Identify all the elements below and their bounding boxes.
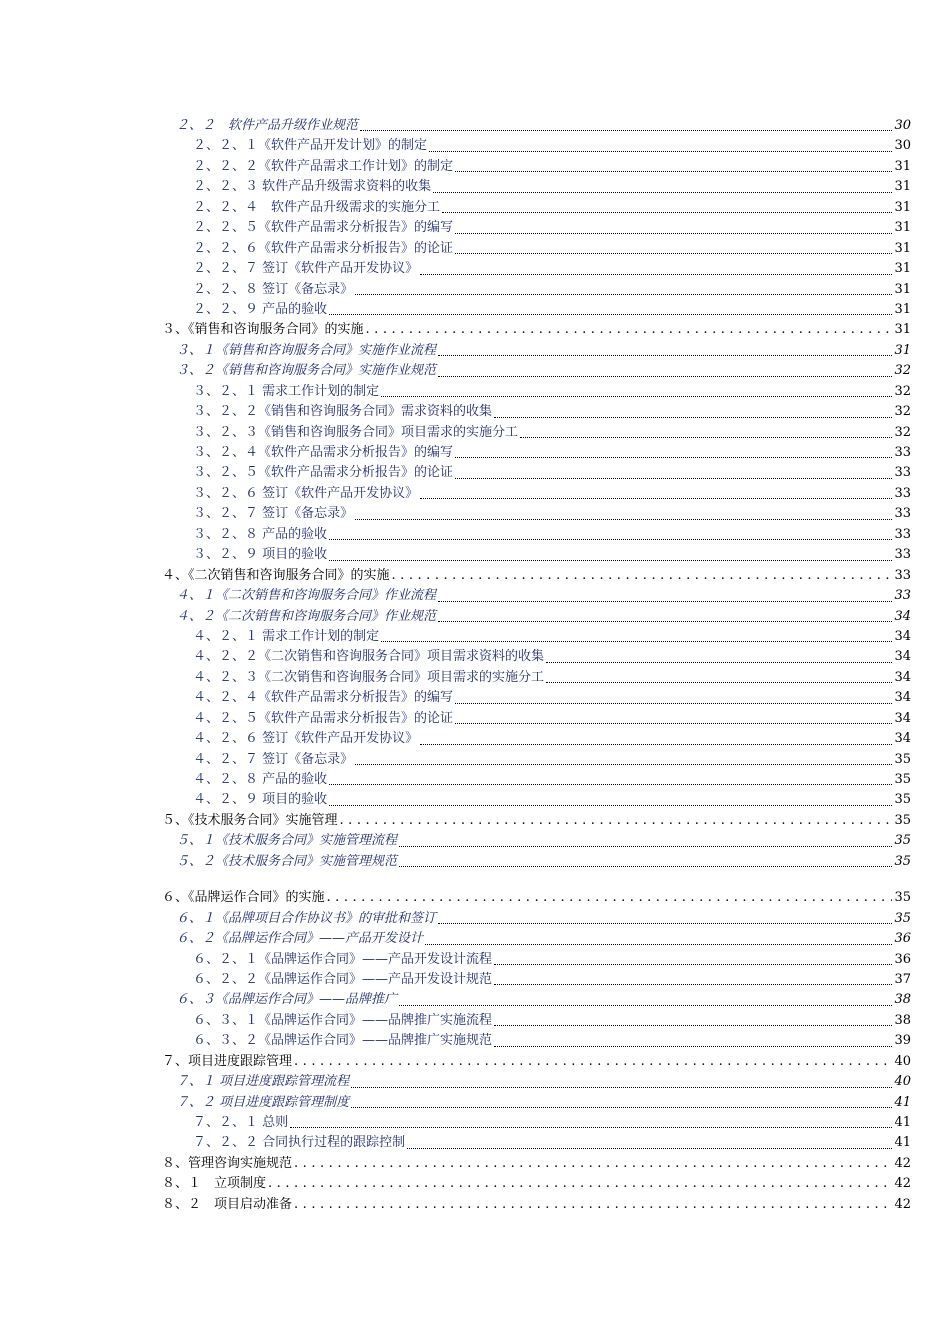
toc-entry[interactable] <box>176 929 911 949</box>
toc-entry-title: ７、项目进度跟踪管理 <box>162 1053 293 1069</box>
toc-entry[interactable] <box>193 198 911 218</box>
toc-page-number: 33 <box>894 485 911 501</box>
toc-entry-title: ７、２、２ 合同执行过程的跟踪控制 <box>193 1135 406 1151</box>
toc-entry[interactable] <box>176 361 911 381</box>
toc-page-number: 30 <box>894 138 911 154</box>
toc-entry-title: ２、２、１《软件产品开发计划》的制定 <box>193 138 428 154</box>
toc-dot-leader <box>546 669 892 683</box>
toc-dot-leader <box>429 138 892 152</box>
toc-entry[interactable] <box>193 177 911 197</box>
toc-dot-leader <box>329 547 892 561</box>
toc-page-number: 37 <box>894 971 911 987</box>
toc-entry-title: ３、２、４《软件产品需求分析报告》的编写 <box>193 445 454 460</box>
toc-dot-leader <box>420 731 892 745</box>
toc-entry-title: ２、２、５《软件产品需求分析报告》的编写 <box>193 220 454 236</box>
toc-dot-leader <box>455 710 892 724</box>
toc-dot-leader <box>327 888 893 908</box>
toc-entry-title: ２、２、７ 签订《软件产品开发协议》 <box>193 261 419 277</box>
toc-dot-leader <box>455 444 892 458</box>
toc-entry[interactable] <box>162 888 911 908</box>
toc-dot-leader <box>355 506 892 520</box>
toc-page-number: 34 <box>894 710 911 726</box>
toc-entry-title: ３、《销售和咨询服务合同》的实施 <box>162 322 364 338</box>
toc-dot-leader <box>546 649 892 663</box>
toc-dot-leader <box>455 220 892 234</box>
toc-page-number: 31 <box>894 281 911 297</box>
toc-entry[interactable] <box>193 136 911 156</box>
toc-page-number: 33 <box>894 465 911 481</box>
toc-entry-title: ３、２、５《软件产品需求分析报告》的论证 <box>193 465 454 481</box>
toc-page-number: 32 <box>894 404 911 420</box>
toc-dot-leader <box>425 931 892 945</box>
toc-entry[interactable] <box>193 1011 911 1031</box>
toc-entry-title: ２、２、８ 签订《备忘录》 <box>193 281 354 297</box>
toc-page-number: 35 <box>894 772 911 787</box>
toc-entry[interactable] <box>162 1052 911 1072</box>
toc-entry[interactable] <box>193 1113 911 1133</box>
toc-entry[interactable] <box>193 627 911 647</box>
toc-entry[interactable] <box>193 950 911 970</box>
toc-page-number: 42 <box>894 1155 911 1171</box>
toc-dot-leader <box>268 1174 892 1194</box>
toc-entry-title: ３、２、３《销售和咨询服务合同》项目需求的实施分工 <box>193 424 519 440</box>
toc-page-number: 33 <box>894 547 911 563</box>
toc-entry[interactable] <box>176 1093 911 1113</box>
toc-page-number: 42 <box>894 1176 911 1192</box>
toc-page-number: 30 <box>894 118 911 133</box>
toc-entry[interactable] <box>193 1133 911 1153</box>
toc-entry[interactable] <box>193 382 911 402</box>
toc-page-number: 34 <box>894 731 911 747</box>
toc-page-number: 35 <box>894 751 911 767</box>
toc-page-number: 35 <box>894 812 911 828</box>
toc-entry-title: ３、２、９ 项目的验收 <box>193 547 328 563</box>
toc-entry[interactable] <box>193 770 911 790</box>
toc-dot-leader <box>329 771 892 785</box>
toc-dot-leader <box>494 951 892 965</box>
toc-entry[interactable] <box>193 239 911 259</box>
toc-entry-title: ６、３《品牌运作合同》——品牌推广 <box>176 992 398 1008</box>
toc-dot-leader <box>399 853 892 867</box>
toc-dot-leader <box>494 404 892 418</box>
toc-page-number: 42 <box>894 1196 911 1212</box>
toc-entry[interactable] <box>193 1031 911 1051</box>
toc-dot-leader <box>438 910 892 924</box>
toc-page-number: 34 <box>894 649 911 665</box>
toc-entry[interactable] <box>176 909 911 929</box>
toc-entry-title: ７、２、１ 总则 <box>193 1115 289 1130</box>
toc-entry[interactable] <box>162 566 911 586</box>
toc-entry[interactable] <box>193 218 911 238</box>
table-of-contents <box>0 116 950 1215</box>
toc-dot-leader <box>420 485 892 499</box>
toc-dot-leader <box>355 751 892 765</box>
toc-dot-leader <box>294 1195 892 1215</box>
toc-dot-leader <box>392 566 893 586</box>
toc-entry-title: ５、２《技术服务合同》实施管理规范 <box>176 853 398 869</box>
toc-page-number: 34 <box>894 690 911 706</box>
toc-dot-leader <box>329 526 892 540</box>
toc-dot-leader <box>294 1154 892 1174</box>
toc-entry[interactable] <box>193 443 911 463</box>
toc-dot-leader <box>438 588 892 602</box>
toc-dot-leader <box>494 1012 892 1026</box>
toc-entry-title: ６、２、２《品牌运作合同》——产品开发设计规范 <box>193 971 493 987</box>
toc-page-number: 41 <box>894 1115 911 1130</box>
toc-dot-leader <box>455 158 892 172</box>
toc-page-number: 33 <box>894 588 911 604</box>
toc-entry-title: ６、《品牌运作合同》的实施 <box>162 890 325 906</box>
toc-entry-title: ４、２、８ 产品的验收 <box>193 772 328 787</box>
toc-entry[interactable] <box>193 790 911 810</box>
toc-page-number: 31 <box>894 220 911 236</box>
toc-entry[interactable] <box>193 750 911 770</box>
toc-entry[interactable] <box>162 1174 911 1194</box>
toc-entry-title: ６、３、１《品牌运作合同》——品牌推广实施流程 <box>193 1012 493 1028</box>
toc-entry-title: ３、２、２《销售和咨询服务合同》需求资料的收集 <box>193 404 493 420</box>
toc-entry-title: ４、２、６ 签订《软件产品开发协议》 <box>193 731 419 747</box>
toc-entry[interactable] <box>193 545 911 565</box>
toc-page-number: 32 <box>894 424 911 440</box>
toc-entry[interactable] <box>193 688 911 708</box>
toc-entry[interactable] <box>193 668 911 688</box>
toc-entry[interactable] <box>193 300 911 320</box>
toc-entry[interactable] <box>176 831 911 851</box>
toc-entry[interactable] <box>193 463 911 483</box>
toc-entry-title: ５、１《技术服务合同》实施管理流程 <box>176 833 398 849</box>
toc-entry-title: ３、２、７ 签订《备忘录》 <box>193 506 354 522</box>
toc-dot-leader <box>438 363 892 377</box>
toc-dot-leader <box>329 301 892 315</box>
toc-page-number: 33 <box>894 445 911 460</box>
toc-page-number: 38 <box>894 992 911 1008</box>
toc-page-number: 40 <box>894 1074 911 1090</box>
toc-entry-title: ３、２、１ 需求工作计划的制定 <box>193 383 380 399</box>
toc-dot-leader <box>381 628 892 642</box>
toc-page-number: 41 <box>894 1094 911 1110</box>
toc-entry[interactable] <box>193 259 911 279</box>
toc-page-number: 35 <box>894 792 911 808</box>
toc-page-number: 35 <box>894 833 911 849</box>
toc-dot-leader <box>442 199 892 213</box>
toc-entry-title: ２、２、９ 产品的验收 <box>193 301 328 317</box>
toc-dot-leader <box>420 261 892 275</box>
toc-entry[interactable] <box>162 1154 911 1174</box>
toc-entry-title: ２、２ 软件产品升级作业规范 <box>176 118 359 133</box>
toc-entry-title: ６、２《品牌运作合同》——产品开发设计 <box>176 931 424 947</box>
toc-entry[interactable] <box>193 709 911 729</box>
toc-entry[interactable] <box>176 852 911 872</box>
toc-page-number: 32 <box>894 363 911 379</box>
toc-entry[interactable] <box>162 811 911 831</box>
toc-dot-leader <box>407 1135 892 1149</box>
toc-page-number: 31 <box>894 240 911 256</box>
toc-entry-title: ３、１《销售和咨询服务合同》实施作业流程 <box>176 342 437 358</box>
toc-entry[interactable] <box>176 586 911 606</box>
toc-entry[interactable] <box>193 504 911 524</box>
toc-page-number: 32 <box>894 383 911 399</box>
toc-dot-leader <box>494 971 892 985</box>
toc-entry[interactable] <box>176 341 911 361</box>
toc-page-number: 35 <box>894 853 911 869</box>
toc-page-number: 36 <box>894 931 911 947</box>
toc-entry[interactable] <box>193 157 911 177</box>
toc-dot-leader <box>455 690 892 704</box>
toc-dot-leader <box>399 833 892 847</box>
toc-entry-title: ７、２ 项目进度跟踪管理制度 <box>176 1094 350 1110</box>
toc-entry-title: ４、２、１ 需求工作计划的制定 <box>193 628 380 644</box>
toc-page-number: 31 <box>894 301 911 317</box>
toc-entry-title: ６、３、２《品牌运作合同》——品牌推广实施规范 <box>193 1033 493 1049</box>
toc-entry-title: ２、２、４ 软件产品升级需求的实施分工 <box>193 199 441 215</box>
toc-entry-title: ８、管理咨询实施规范 <box>162 1155 293 1171</box>
toc-dot-leader <box>351 1094 892 1108</box>
toc-entry-title: ５、《技术服务合同》实施管理 <box>162 812 338 828</box>
toc-page-number: 40 <box>894 1053 911 1069</box>
toc-page-number: 33 <box>894 526 911 542</box>
toc-entry[interactable] <box>176 607 911 627</box>
toc-dot-leader <box>290 1114 892 1128</box>
toc-page-number: 31 <box>894 322 911 338</box>
toc-entry-title: ６、１《品牌项目合作协议书》的审批和签订 <box>176 910 437 926</box>
toc-entry-title: ４、２、４《软件产品需求分析报告》的编写 <box>193 690 454 706</box>
toc-entry[interactable] <box>176 990 911 1010</box>
toc-entry-title: ６、２、１《品牌运作合同》——产品开发设计流程 <box>193 951 493 967</box>
toc-entry-title: ２、２、６《软件产品需求分析报告》的论证 <box>193 240 454 256</box>
toc-page-number: 31 <box>894 179 911 195</box>
toc-entry[interactable] <box>193 647 911 667</box>
toc-entry[interactable] <box>193 970 911 990</box>
toc-page-number: 33 <box>894 567 911 583</box>
toc-entry-title: ４、２《二次销售和咨询服务合同》作业规范 <box>176 608 437 624</box>
toc-dot-leader <box>366 320 893 340</box>
toc-dot-leader <box>399 992 892 1006</box>
toc-page-number: 33 <box>894 506 911 522</box>
toc-spacer <box>0 872 950 888</box>
toc-page-number: 31 <box>894 342 911 358</box>
toc-page-number: 34 <box>894 628 911 644</box>
toc-dot-leader <box>455 240 892 254</box>
toc-entry[interactable] <box>162 1195 911 1215</box>
toc-page-number: 39 <box>894 1033 911 1049</box>
toc-entry[interactable] <box>193 525 911 545</box>
toc-entry[interactable] <box>193 402 911 422</box>
toc-entry[interactable] <box>176 116 911 136</box>
toc-page-number: 41 <box>894 1135 911 1151</box>
toc-entry[interactable] <box>162 320 911 340</box>
toc-dot-leader <box>433 179 892 193</box>
toc-dot-leader <box>355 281 892 295</box>
toc-entry-title: ８、１ 立项制度 <box>162 1176 267 1192</box>
toc-dot-leader <box>438 608 892 622</box>
toc-page-number: 31 <box>894 158 911 174</box>
toc-entry-title: ３、２、８ 产品的验收 <box>193 526 328 542</box>
toc-entry[interactable] <box>193 280 911 300</box>
toc-page-number: 31 <box>894 261 911 277</box>
toc-entry-title: ３、２《销售和咨询服务合同》实施作业规范 <box>176 363 437 379</box>
toc-dot-leader <box>520 424 892 438</box>
toc-dot-leader <box>340 811 893 831</box>
toc-page-number: 35 <box>894 890 911 906</box>
toc-page-number: 36 <box>894 951 911 967</box>
toc-entry-title: ３、２、６ 签订《软件产品开发协议》 <box>193 485 419 501</box>
toc-dot-leader <box>360 117 892 131</box>
toc-page-number: 31 <box>894 199 911 215</box>
toc-dot-leader <box>455 465 892 479</box>
toc-entry-title: ２、２、３ 软件产品升级需求资料的收集 <box>193 179 432 195</box>
toc-entry[interactable] <box>176 1072 911 1092</box>
toc-entry-title: ４、２、９ 项目的验收 <box>193 792 328 808</box>
toc-page-number: 38 <box>894 1012 911 1028</box>
toc-dot-leader <box>329 792 892 806</box>
toc-entry-title: ４、１《二次销售和咨询服务合同》作业流程 <box>176 588 437 604</box>
toc-page-number: 35 <box>894 910 911 926</box>
toc-entry-title: ４、２、７ 签订《备忘录》 <box>193 751 354 767</box>
toc-entry-title: ４、２、３《二次销售和咨询服务合同》项目需求的实施分工 <box>193 669 545 685</box>
toc-dot-leader <box>351 1074 892 1088</box>
toc-entry-title: ４、《二次销售和咨询服务合同》的实施 <box>162 567 390 583</box>
toc-dot-leader <box>381 383 892 397</box>
toc-entry-title: ４、２、２《二次销售和咨询服务合同》项目需求资料的收集 <box>193 649 545 665</box>
toc-dot-leader <box>438 342 892 356</box>
toc-page-number: 34 <box>894 608 911 624</box>
toc-entry[interactable] <box>193 729 911 749</box>
toc-entry[interactable] <box>193 423 911 443</box>
toc-entry[interactable] <box>193 484 911 504</box>
toc-entry-title: ２、２、２《软件产品需求工作计划》的制定 <box>193 158 454 174</box>
toc-dot-leader <box>494 1033 892 1047</box>
toc-dot-leader <box>294 1052 892 1072</box>
toc-entry-title: ８、２ 项目启动准备 <box>162 1196 293 1212</box>
toc-page-number: 34 <box>894 669 911 685</box>
toc-entry-title: ７、１ 项目进度跟踪管理流程 <box>176 1074 350 1090</box>
toc-entry-title: ４、２、５《软件产品需求分析报告》的论证 <box>193 710 454 726</box>
